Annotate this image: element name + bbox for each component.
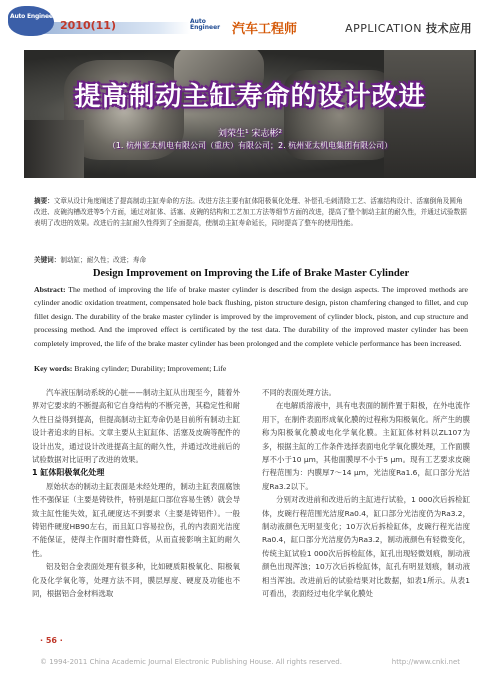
article-authors: 刘荣生¹ 宋志彬² <box>217 129 283 139</box>
section-cn: 技术应用 <box>426 22 472 35</box>
abstract-cn <box>34 196 468 230</box>
body-column-left <box>32 386 240 601</box>
body-paragraph: 铝及铝合金表面处理有很多种，比如硬质阳极氧化、阳极氧化及化学氧化等，处理方法不同，膜层厚度、硬度及功能也不同，根据铝合金材料选取 <box>32 562 240 599</box>
body-paragraph: 分别对改进前和改进后的主缸进行试验，1 000次后拆检缸体，皮碗行程范围光洁度Ra0.4，缸口部分光洁度仍为Ra3.2，制动液颜色无明显变化；10万次后拆检缸体，皮碗行程光洁度Ra0.4，缸口部分光洁度仍为Ra3.2，制动液颜色有轻微变化，传统主缸试验1 000次后拆检缸体，缸孔出现轻微划痕，制动液颜色出现浑浊；10万次后拆检缸体，缸孔有明显划痕，制动液相当浑浊。改进前后的试验结果对比数据，如表1所示。从表1可看出，表面经过电化学氧化膜处 <box>262 495 470 599</box>
article-title: 提高制动主缸寿命的设计改进 <box>74 82 426 112</box>
abstract-en <box>34 283 468 350</box>
body-column-right <box>262 386 470 601</box>
title-banner <box>24 50 476 178</box>
auto-engineer-label: Auto Engineer <box>190 18 221 31</box>
abstract-en-label: Abstract: <box>34 285 66 294</box>
magazine-logo <box>8 6 54 36</box>
abstract-cn-text: 文章从设计角度阐述了提高制动主缸寿命的方法。改进方法主要有缸体阳极氧化处理、补偿孔毛刺清除工艺、活塞结构设计、活塞倒角及圆角改进、皮碗沟槽改进等5个方面，通过对缸体、活塞、皮碗的结构和工艺加工方法等细节方面的改进，提高了整个制动主缸的耐久性，并通过试验数据表明了改进的效果。改进后的主缸耐久性得到了全面提高，使制动主缸寿命延长，同时提高了整车的使用性能。 <box>34 197 467 228</box>
keywords-cn-text: 制动缸；耐久性；改进；寿命 <box>60 256 147 264</box>
body-paragraph: 在电解质溶液中，具有电表面的制件置于阳极，在外电流作用下，在制件表面形成氧化膜的过程称为阳极氧化。所产生的膜称为阳极氧化膜或电化学氧化膜。主缸缸体材料以ZL107为多，根据主缸的工作条件选择表面电化学氧化膜处理，工作面膜厚不小于10 μm，其他面膜厚不小于5 μm。现有工艺要求皮碗行程范围为：内膜厚7～14 μm，光洁度Ra1.6，缸口部分光洁度Ra3.2以下。 <box>262 401 470 491</box>
section-label <box>345 20 472 36</box>
section-en: APPLICATION <box>345 22 422 35</box>
issue-year: 2010(11) <box>60 19 116 32</box>
abstract-cn-label: 摘要： <box>34 197 54 205</box>
body-paragraph: 汽车液压制动系统的心脏——制动主缸从出现至今，随着外界对它要求的不断提高和它自身结构的不断完善，其稳定性和耐久性日益得到提高，但提高制动主缸寿命仍是目前所有制动主缸设计者追求的目标。文章主要从主缸缸体、活塞及皮碗等配件的设计出发，通过设计改进提高主缸的耐久性，并通过改进前后的试验数据对比证明了改进的效果。 <box>32 388 240 465</box>
english-title: Design Improvement on Improving the Life of Brake Master Cylinder <box>92 268 410 279</box>
keywords-cn <box>34 254 468 264</box>
body-paragraph: 不同的表面处理方法。 <box>262 388 336 397</box>
keywords-en <box>34 364 468 373</box>
section-heading: 1 缸体阳极氧化处理 <box>32 468 105 478</box>
article-affiliation: （1. 杭州亚太机电有限公司（重庆）有限公司；2. 杭州亚太机电集团有限公司） <box>107 141 393 150</box>
page-number: · 56 · <box>40 636 63 645</box>
magazine-name: 汽车工程师 <box>232 22 298 37</box>
keywords-en-text: Braking cylinder; Durability; Improvement; Life <box>74 364 227 373</box>
keywords-cn-label: 关键词： <box>34 256 61 264</box>
abstract-en-text: The method of improving the life of brake master cylinder is described from the design aspects. The improved methods are cylinder anodic oxidation treatment, compensated hole back flushing, piston structure design, piston chamfering changed to fillet, and cup fillet design. The durability of the brake master cylinder is improved by the improvement of cylinder block, piston, and cup structure and processing method. And the improved effect is certificated by the test data. The durability of the improved master cylinder has been completely improved, the life of the brake master cylinder has been prolonged and the complete vehicle performance has been increased. <box>34 285 468 348</box>
footer-copyright: © 1994-2011 China Academic Journal Electronic Publishing House. All rights reserved. <box>40 658 342 666</box>
footer-url[interactable]: http://www.cnki.net <box>391 658 460 666</box>
keywords-en-label: Key words: <box>34 364 73 373</box>
logo-text: Auto Engineer <box>10 13 56 20</box>
engine-gear-shape <box>384 50 474 178</box>
page-header <box>0 0 500 46</box>
body-paragraph: 原始状态的制动主缸表面是未经处理的，制动主缸表面腐蚀性不强保证（主要是铸铁件，特别是缸口部位容易生锈）就会导致主缸性能失效，缸孔硬度达不到要求（主要是铸铝件）。一般铸铝件硬度HB90左右，而且缸口容易拉伤，孔的内表面光洁度不能保证，使得主作面时磨性降低，从而直接影响主缸的耐久性。 <box>32 481 240 558</box>
